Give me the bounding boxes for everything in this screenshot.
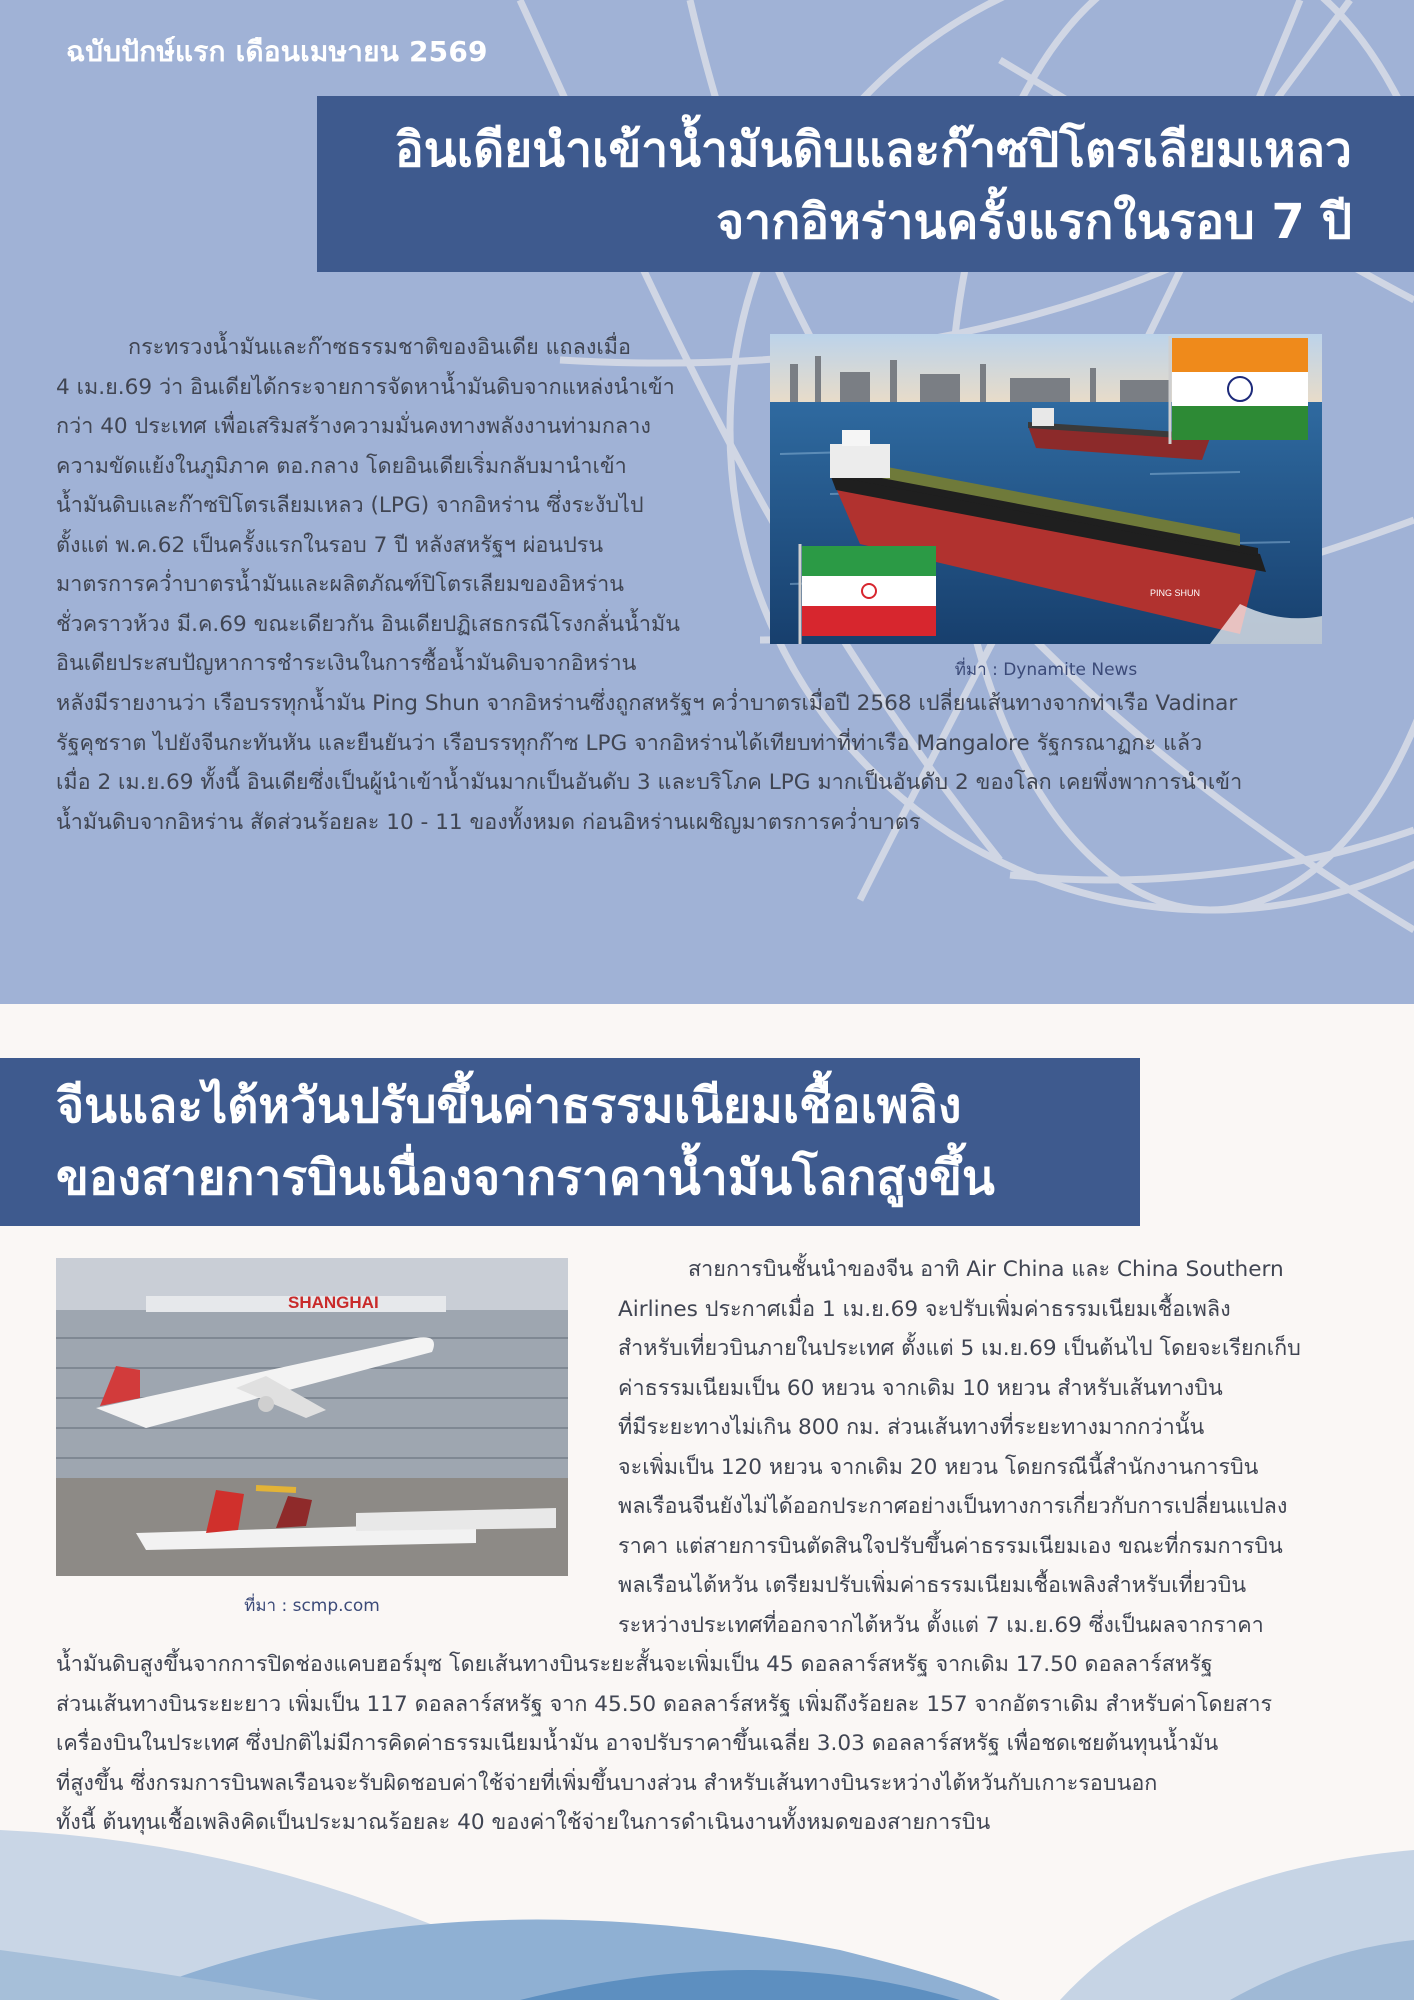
article1-body-line: เมื่อ 2 เม.ย.69 ทั้งนี้ อินเดียซึ่งเป็นผู้นำเข้าน้ำมันมากเป็นอันดับ 3 และบริโภค LPG มากเป็นอันดับ 2 ของโลก เคยพึ่งพาการนำเข้า	[56, 770, 1243, 795]
edition-label: ฉบับปักษ์แรก เดือนเมษายน 2569	[66, 35, 488, 68]
article2-body-full	[56, 1645, 1272, 1843]
article1-body-line: ตั้งแต่ พ.ค.62 เป็นครั้งแรกในรอบ 7 ปี หลังสหรัฐฯ ผ่อนปรน	[56, 532, 604, 558]
article1-body-full	[56, 684, 1242, 842]
article2-body-line: พลเรือนไต้หวัน เตรียมปรับเพิ่มค่าธรรมเนียมเชื้อเพลิงสำหรับเที่ยวบิน	[618, 1573, 1247, 1598]
article2-body-line: เครื่องบินในประเทศ ซึ่งปกติไม่มีการคิดค่าธรรมเนียมน้ำมัน อาจปรับราคาขึ้นเฉลี่ย 3.03 ดอลลาร์สหรัฐ เพื่อชดเชยต้นทุนน้ำมัน	[56, 1731, 1219, 1756]
article1-body-line: กระทรวงน้ำมันและก๊าซธรรมชาติของอินเดีย แถลงเมื่อ	[128, 335, 631, 360]
article2-body-line: สายการบินชั้นนำของจีน อาทิ Air China และ China Southern	[688, 1257, 1284, 1282]
article1-body-line: ความขัดแย้งในภูมิภาค ตอ.กลาง โดยอินเดียเริ่มกลับมานำเข้า	[56, 453, 627, 479]
tanker-photo	[770, 334, 1322, 644]
article2-body-line: ราคา แต่สายการบินตัดสินใจปรับขึ้นค่าธรรมเนียมเอง ขณะที่กรมการบิน	[618, 1533, 1283, 1559]
article1-caption: ที่มา : Dynamite News	[954, 660, 1138, 680]
article2-body-wrapped	[618, 1250, 1301, 1645]
article2-title-line: จีนและไต้หวันปรับขึ้นค่าธรรมเนียมเชื้อเพลิง	[56, 1078, 962, 1134]
article1-body-line: น้ำมันดิบและก๊าซปิโตรเลียมเหลว (LPG) จากอิหร่าน ซึ่งระงับไป	[56, 493, 644, 518]
article1-body-line: ชั่วคราวห้วง มี.ค.69 ขณะเดียวกัน อินเดียปฏิเสธกรณีโรงกลั่นน้ำมัน	[56, 611, 680, 637]
article2-body-line: ที่สูงขึ้น ซึ่งกรมการบินพลเรือนจะรับผิดชอบค่าใช้จ่ายที่เพิ่มขึ้นบางส่วน สำหรับเส้นทางบินระหว่างไต้หวันกับเกาะรอบนอก	[56, 1770, 1158, 1796]
article1-title	[317, 96, 1414, 272]
article2-body-line: Airlines ประกาศเมื่อ 1 เม.ย.69 จะปรับเพิ่มค่าธรรมเนียมเชื้อเพลิง	[618, 1296, 1231, 1322]
article2-body-line: ที่มีระยะทางไม่เกิน 800 กม. ส่วนเส้นทางที่ระยะทางมากกว่านั้น	[618, 1415, 1205, 1440]
article2-caption: ที่มา : scmp.com	[244, 1596, 380, 1616]
article2-body-line: ค่าธรรมเนียมเป็น 60 หยวน จากเดิม 10 หยวน สำหรับเส้นทางบิน	[618, 1375, 1223, 1401]
iran-flag-icon	[800, 544, 936, 644]
article2-body-line: พลเรือนจีนยังไม่ได้ออกประกาศอย่างเป็นทางการเกี่ยวกับการเปลี่ยนแปลง	[618, 1494, 1288, 1519]
shanghai-sign-text: SHANGHAI	[288, 1293, 379, 1312]
article1-body-wrapped	[56, 328, 680, 684]
article2-body-line: ทั้งนี้ ต้นทุนเชื้อเพลิงคิดเป็นประมาณร้อยละ 40 ของค่าใช้จ่ายในการดำเนินงานทั้งหมดของสายการบิน	[56, 1810, 991, 1835]
article1-body-line: 4 เม.ย.69 ว่า อินเดียได้กระจายการจัดหาน้ำมันดิบจากแหล่งนำเข้า	[56, 374, 675, 400]
article2-body-line: ระหว่างประเทศที่ออกจากไต้หวัน ตั้งแต่ 7 เม.ย.69 ซึ่งเป็นผลจากราคา	[618, 1612, 1264, 1638]
article2-body-line: สำหรับเที่ยวบินภายในประเทศ ตั้งแต่ 5 เม.ย.69 เป็นต้นไป โดยจะเรียกเก็บ	[618, 1336, 1301, 1361]
decorative-waves	[0, 1830, 1414, 2000]
article2-body-line: น้ำมันดิบสูงขึ้นจากการปิดช่องแคบฮอร์มุซ โดยเส้นทางบินระยะสั้นจะเพิ่มเป็น 45 ดอลลาร์สหรัฐ จากเดิม 17.50 ดอลลาร์สหรัฐ	[56, 1652, 1213, 1677]
article1-body-line: มาตรการคว่ำบาตรน้ำมันและผลิตภัณฑ์ปิโตรเลียมของอิหร่าน	[56, 572, 625, 597]
article1-title-line: อินเดียนำเข้าน้ำมันดิบและก๊าซปิโตรเลียมเหลว	[394, 122, 1352, 178]
article2-body-line: จะเพิ่มเป็น 120 หยวน จากเดิม 20 หยวน โดยกรณีนี้สำนักงานการบิน	[618, 1454, 1259, 1480]
india-flag-icon	[1170, 336, 1308, 444]
article1-body-line: อินเดียประสบปัญหาการชำระเงินในการซื้อน้ำมันดิบจากอิหร่าน	[56, 651, 637, 676]
article1-body-line: รัฐคุชราต ไปยังจีนกะทันหัน และยืนยันว่า เรือบรรทุกก๊าซ LPG จากอิหร่านได้เทียบท่าที่ท่าเรือ Mangalore รัฐกรณาฏกะ แล้ว	[56, 730, 1203, 756]
article2-body-line: ส่วนเส้นทางบินระยะยาว เพิ่มเป็น 117 ดอลลาร์สหรัฐ จาก 45.50 ดอลลาร์สหรัฐ เพิ่มถึงร้อยละ 157 จากอัตราเดิม สำหรับค่าโดยสาร	[56, 1691, 1273, 1717]
article2-title	[0, 1058, 1140, 1226]
article1-body-line: หลังมีรายงานว่า เรือบรรทุกน้ำมัน Ping Shun จากอิหร่านซึ่งถูกสหรัฐฯ คว่ำบาตรเมื่อปี 2568 เปลี่ยนเส้นทางจากท่าเรือ Vadinar	[56, 691, 1238, 716]
article2-title-line: ของสายการบินเนื่องจากราคาน้ำมันโลกสูงขึ้น	[56, 1150, 995, 1206]
article1-body-line: กว่า 40 ประเทศ เพื่อเสริมสร้างความมั่นคงทางพลังงานท่ามกลาง	[56, 414, 651, 439]
article1-body-line: น้ำมันดิบจากอิหร่าน สัดส่วนร้อยละ 10 - 11 ของทั้งหมด ก่อนอิหร่านเผชิญมาตรการคว่ำบาตร	[56, 809, 921, 835]
article1-title-line: จากอิหร่านครั้งแรกในรอบ 7 ปี	[716, 194, 1352, 250]
ship-name-text: PING SHUN	[1150, 588, 1201, 598]
airport-photo	[56, 1258, 568, 1576]
